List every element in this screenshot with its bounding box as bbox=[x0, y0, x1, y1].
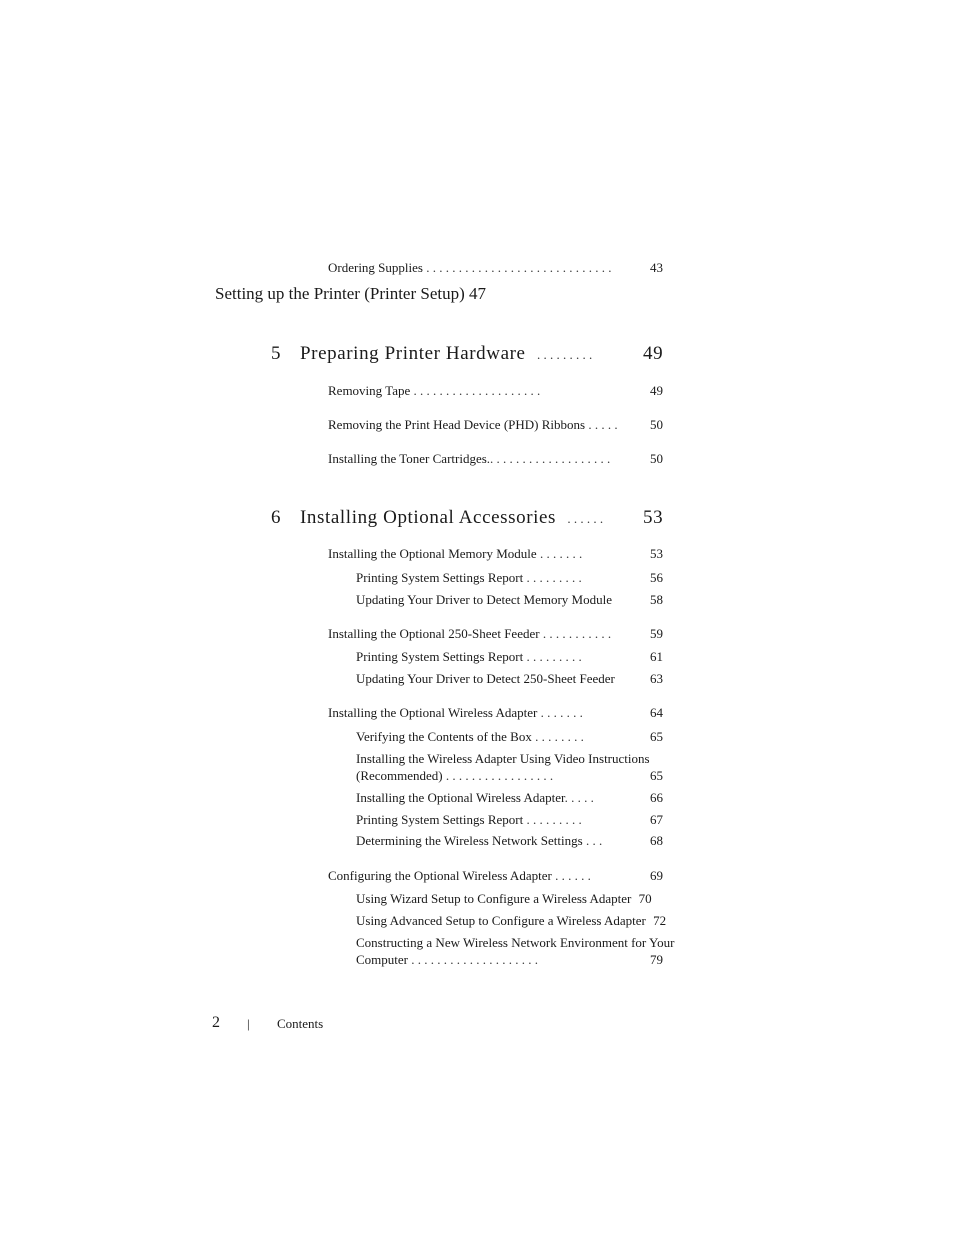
page-number: 70 bbox=[638, 891, 652, 906]
toc-entry-ordering-supplies: Ordering Supplies . . . . . . . . . . . . . . . . . . . . . . . . . . . . . bbox=[328, 260, 612, 275]
toc-entry: Installing the Optional Wireless Adapter . . . . . . . bbox=[328, 705, 583, 720]
footer-label: Contents bbox=[277, 1016, 324, 1031]
toc-subentry: (Recommended) . . . . . . . . . . . . . . . . . bbox=[356, 768, 554, 783]
page-number: 72 bbox=[653, 913, 667, 928]
toc-subentry: Updating Your Driver to Detect Memory Module bbox=[356, 592, 612, 607]
toc-subentry-line1: Installing the Wireless Adapter Using Video Instructions bbox=[356, 751, 650, 766]
page-number: 67 bbox=[650, 812, 663, 827]
page-number: 61 bbox=[650, 649, 663, 664]
page-number: 65 bbox=[650, 729, 663, 744]
page-number: 69 bbox=[650, 868, 663, 883]
leader-dots: . . . . . bbox=[588, 417, 618, 432]
toc-subentry: Printing System Settings Report . . . . . . . . . bbox=[356, 570, 582, 585]
footer-separator: | bbox=[247, 1016, 250, 1031]
leader-dots: . . . bbox=[585, 833, 603, 848]
leader-dots: . . . . . . . . . bbox=[526, 570, 582, 585]
toc-subentry: Computer . . . . . . . . . . . . . . . . . . . . bbox=[356, 952, 538, 967]
chapter-page: 53 bbox=[643, 507, 664, 528]
page-number: 68 bbox=[650, 833, 663, 848]
leader-dots: . . . . . . . . . bbox=[526, 812, 582, 827]
leader-dots: . . . . . . . . . . . . . . . . . . . . . . . . . . . . . bbox=[426, 260, 612, 275]
leader-dots: . . . . . . . . . . . bbox=[542, 626, 612, 641]
leader-dots: . . . . . . . . . . . . . . . . . bbox=[445, 768, 554, 783]
toc-entry: Configuring the Optional Wireless Adapter . . . . . . bbox=[328, 868, 591, 883]
leader-dots: . . . . . . . bbox=[539, 546, 583, 561]
page-number: 53 bbox=[650, 546, 663, 561]
leader-dots: . . . . . . . . . bbox=[526, 649, 582, 664]
section-heading: Setting up the Printer (Printer Setup) 47 bbox=[215, 284, 487, 303]
toc-subentry: Installing the Optional Wireless Adapter. . . . . bbox=[356, 790, 594, 805]
page-number: 66 bbox=[650, 790, 663, 805]
page-number: 50 bbox=[650, 417, 663, 432]
toc-subentry: Printing System Settings Report . . . . . . . . . bbox=[356, 812, 582, 827]
leader-dots: . . . . . . . . . . . . . . . . . . . . bbox=[411, 952, 538, 967]
toc-entry: Installing the Toner Cartridges.. . . . . . . . . . . . . . . . . . . bbox=[328, 451, 611, 466]
toc-entry: Removing Tape . . . . . . . . . . . . . . . . . . . . bbox=[328, 383, 541, 398]
footer-page-number: 2 bbox=[212, 1014, 220, 1031]
toc-subentry: Determining the Wireless Network Settings . . . bbox=[356, 833, 603, 848]
toc-subentry: Using Advanced Setup to Configure a Wireless Adapter 72 bbox=[356, 913, 667, 928]
leader-dots: . . . . . . . . . bbox=[536, 347, 593, 362]
leader-dots: . . . . . . . . . . . . . . . . . . . . bbox=[413, 383, 541, 398]
chapter-title: Installing Optional Accessories bbox=[300, 507, 557, 528]
chapter-page: 49 bbox=[643, 343, 664, 364]
leader-dots: . . . . . bbox=[564, 790, 594, 805]
leader-dots: . . . . . . . . bbox=[535, 729, 584, 744]
page-number: 56 bbox=[650, 570, 663, 585]
toc-subentry: Printing System Settings Report . . . . . . . . . bbox=[356, 649, 582, 664]
chapter-title: Preparing Printer Hardware bbox=[300, 343, 526, 364]
chapter-5-heading bbox=[271, 343, 592, 366]
page-number: 43 bbox=[650, 260, 663, 275]
leader-dots: . . . . . . bbox=[567, 511, 604, 526]
page-number: 63 bbox=[650, 671, 663, 686]
toc-entry: Installing the Optional Memory Module . . . . . . . bbox=[328, 546, 583, 561]
page-number: 65 bbox=[650, 768, 663, 783]
page-number: 59 bbox=[650, 626, 663, 641]
toc-subentry: Updating Your Driver to Detect 250-Sheet Feeder bbox=[356, 671, 615, 686]
page-number: 50 bbox=[650, 451, 663, 466]
chapter-6-heading bbox=[271, 507, 603, 530]
page-number: 79 bbox=[650, 952, 663, 967]
toc-subentry: Using Wizard Setup to Configure a Wireless Adapter 70 bbox=[356, 891, 652, 906]
chapter-number: 6 bbox=[271, 507, 282, 528]
page-number: 64 bbox=[650, 705, 663, 720]
toc-subentry: Verifying the Contents of the Box . . . . . . . . bbox=[356, 729, 584, 744]
chapter-number: 5 bbox=[271, 343, 282, 364]
leader-dots: . . . . . . . . . . . . . . . . . . . bbox=[490, 451, 611, 466]
toc-entry: Removing the Print Head Device (PHD) Ribbons . . . . . bbox=[328, 417, 618, 432]
toc-entry: Installing the Optional 250-Sheet Feeder . . . . . . . . . . . bbox=[328, 626, 612, 641]
leader-dots: . . . . . . bbox=[555, 868, 591, 883]
toc-subentry-line1: Constructing a New Wireless Network Environment for Your bbox=[356, 935, 675, 950]
page-number: 58 bbox=[650, 592, 663, 607]
leader-dots: . . . . . . . bbox=[540, 705, 583, 720]
page-number: 49 bbox=[650, 383, 663, 398]
